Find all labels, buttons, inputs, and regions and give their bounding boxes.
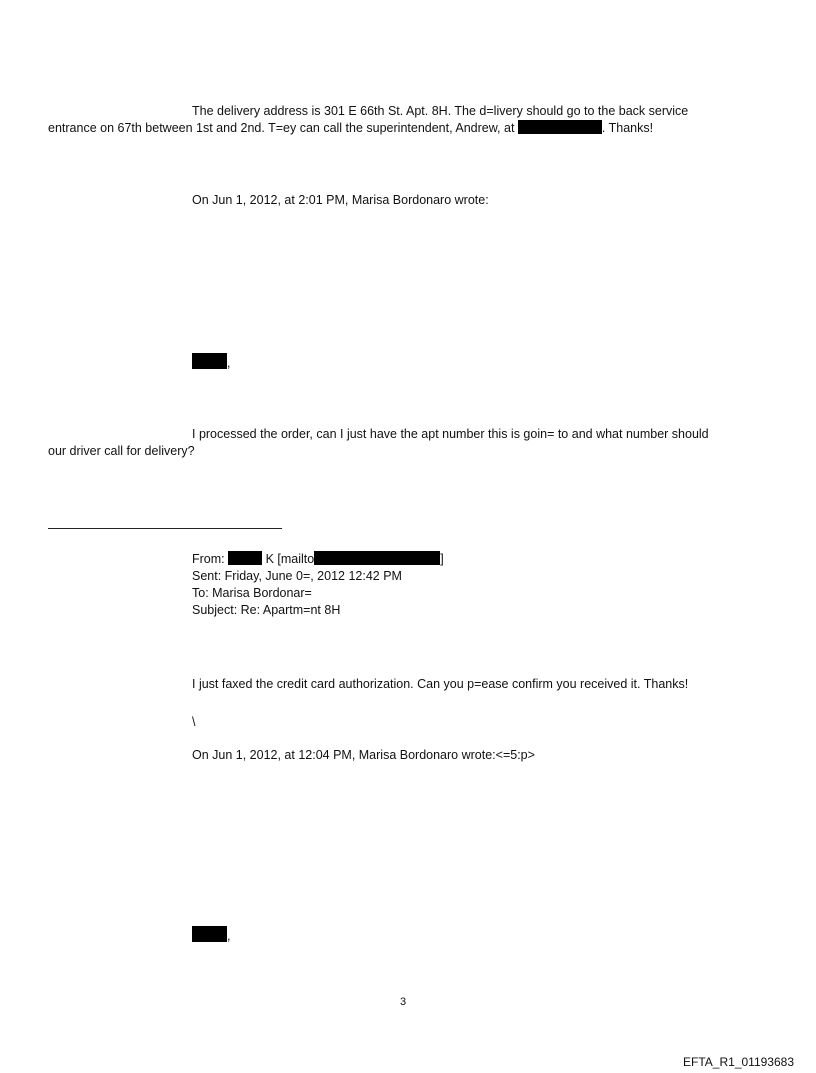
message2-backslash: \ (192, 715, 196, 729)
message2-body: I just faxed the credit card authorization. Can you p=ease confirm you received it. Thanks! (192, 677, 689, 691)
forwarded-to: To: Marisa Bordonar= (192, 586, 312, 600)
page-number: 3 (400, 996, 407, 1008)
quote1-line1: I processed the order, can I just have the apt number this is goin= to and what number should (192, 427, 709, 441)
forwarded-from (192, 551, 444, 568)
quote1-salutation-suffix: , (227, 356, 231, 370)
from-mid: K [mailto (262, 552, 315, 566)
from-end: ] (440, 552, 444, 566)
quote2-salutation-suffix: , (227, 929, 231, 943)
message1-line1: The delivery address is 301 E 66th St. Apt. 8H. The d=livery should go to the back service (192, 104, 689, 118)
message1-line2-after: . Thanks! (601, 121, 654, 135)
quote1-line2: our driver call for delivery? (48, 444, 195, 458)
separator-rule (48, 528, 282, 529)
redaction-sender-email (314, 551, 440, 565)
redaction-name (192, 926, 227, 942)
forwarded-sent: Sent: Friday, June 0=, 2012 12:42 PM (192, 569, 402, 583)
quote1-header: On Jun 1, 2012, at 2:01 PM, Marisa Bordonaro wrote: (192, 193, 489, 207)
redaction-name (192, 353, 227, 369)
message1-line2 (48, 120, 653, 137)
redaction-phone (518, 120, 602, 134)
message1-line2-before: entrance on 67th between 1st and 2nd. T=ey can call the superintendent, Andrew, at (48, 121, 518, 135)
bates-number: EFTA_R1_01193683 (683, 1055, 794, 1069)
forwarded-subject: Subject: Re: Apartm=nt 8H (192, 603, 341, 617)
redaction-sender-name (228, 551, 262, 565)
from-label: From: (192, 552, 229, 566)
quote2-salutation (192, 926, 230, 945)
quote2-header: On Jun 1, 2012, at 12:04 PM, Marisa Bordonaro wrote:<=5:p> (192, 748, 535, 762)
quote1-salutation (192, 353, 230, 372)
